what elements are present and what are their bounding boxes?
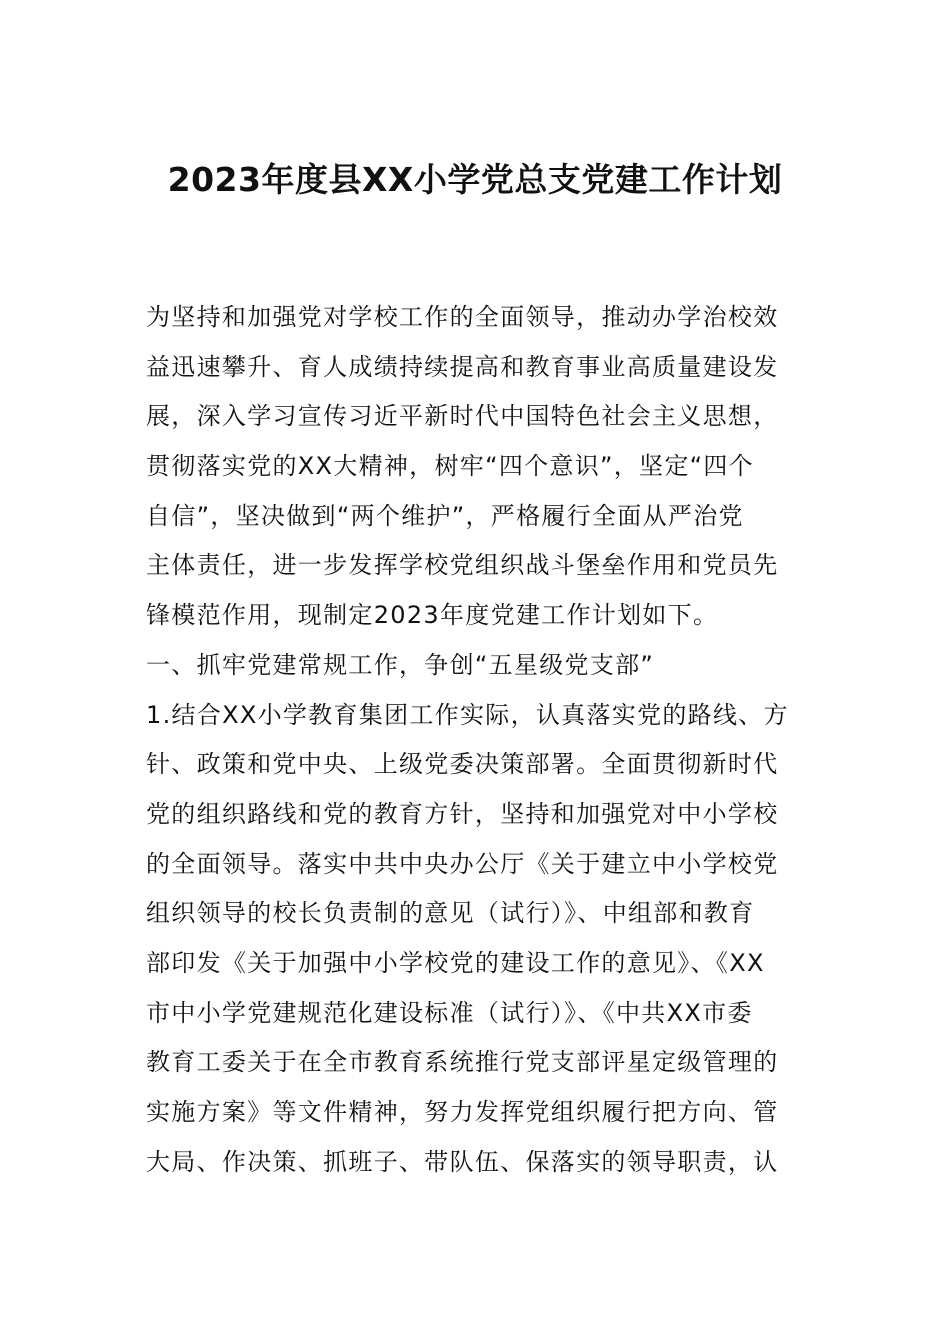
paragraph-line: 展，深入学习宣传习近平新时代中国特色社会主义思想，	[146, 402, 779, 431]
paragraph-line: 为坚持和加强党对学校工作的全面领导，推动办学治校效	[146, 303, 779, 331]
paragraph-line: 的全面领导。落实中共中央办公厅《关于建立中小学校党	[146, 849, 779, 878]
paragraph-line: 党的组织路线和党的教育方针，坚持和加强党对中小学校	[146, 799, 779, 828]
paragraph-line: 教育工委关于在全市教育系统推行党支部评星定级管理的	[146, 1048, 779, 1077]
document-title: 2023年度县XX小学党总支党建工作计划	[167, 160, 783, 199]
paragraph-line: 自信”，坚决做到“两个维护”，严格履行全面从严治党	[146, 501, 744, 530]
paragraph-line: 实施方案》等文件精神，努力发挥党组织履行把方向、管	[146, 1098, 779, 1126]
paragraph-line: 贯彻落实党的XX大精神，树牢“四个意识”，坚定“四个	[146, 452, 754, 481]
paragraph-line: 组织领导的校长负责制的意见（试行）》、中组部和教育	[146, 899, 755, 928]
paragraph-line: 主体责任，进一步发挥学校党组织战斗堡垒作用和党员先	[146, 551, 779, 580]
section-heading: 一、抓牢党建常规工作，争创“五星级党支部”	[146, 650, 655, 679]
paragraph-line: 锋模范作用，现制定2023年度党建工作计划如下。	[146, 601, 719, 630]
paragraph-line: 市中小学党建规范化建设标准（试行）》、《中共XX市委	[146, 998, 753, 1027]
paragraph-line: 益迅速攀升、育人成绩持续提高和教育事业高质量建设发	[146, 352, 779, 381]
paragraph-line: 1.结合XX小学教育集团工作实际，认真落实党的路线、方	[146, 700, 789, 729]
paragraph-line: 大局、作决策、抓班子、带队伍、保落实的领导职责，认	[146, 1147, 779, 1176]
paragraph-line: 部印发《关于加强中小学校党的建设工作的意见》、《XX	[146, 948, 765, 977]
paragraph-line: 针、政策和党中央、上级党委决策部署。全面贯彻新时代	[146, 750, 779, 779]
document-body	[146, 293, 814, 1187]
